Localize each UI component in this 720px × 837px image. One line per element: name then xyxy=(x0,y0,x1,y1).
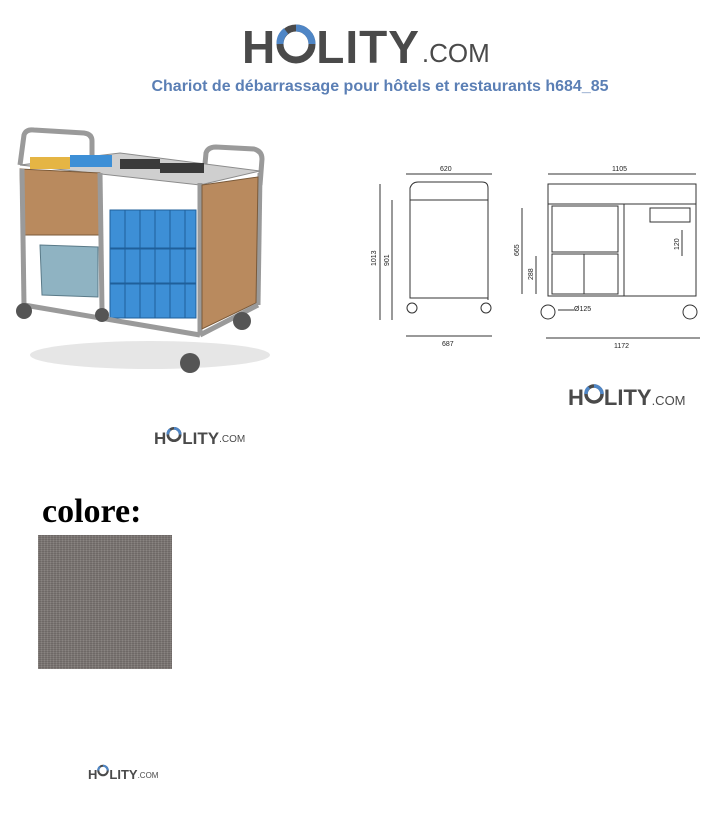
logo-suffix: .COM xyxy=(421,38,490,68)
dim-label: 1172 xyxy=(614,343,630,350)
logo-letters: LITY xyxy=(182,429,220,448)
logo-letters: H xyxy=(88,767,98,782)
dim-label: Ø125 xyxy=(574,306,592,313)
color-heading: colore: xyxy=(42,493,142,530)
logo-suffix: .COM xyxy=(219,434,246,445)
dim-label: 1105 xyxy=(612,166,628,173)
logo-letters: H xyxy=(154,429,167,448)
dim-label: 1013 xyxy=(371,250,378,266)
dim-label: 620 xyxy=(440,166,452,173)
logo-o-icon xyxy=(97,764,109,781)
holity-logo xyxy=(88,764,158,781)
logo-letters: H xyxy=(242,21,277,73)
logo-letters: LITY xyxy=(109,767,138,782)
holity-logo xyxy=(568,383,686,409)
logo-o-icon xyxy=(166,426,182,447)
holity-logo[interactable] xyxy=(242,20,490,73)
cart-photo xyxy=(10,125,272,380)
logo-suffix: .COM xyxy=(651,393,686,408)
color-swatch[interactable] xyxy=(38,535,172,669)
dim-label: 288 xyxy=(528,268,535,280)
logo-o-icon xyxy=(584,383,604,409)
dim-label: 665 xyxy=(514,244,521,256)
logo-letters: LITY xyxy=(603,385,652,410)
dim-label: 901 xyxy=(384,254,391,266)
logo-o-icon xyxy=(276,22,316,70)
holity-logo xyxy=(154,426,245,447)
logo-letters: H xyxy=(568,385,584,410)
logo-letters: LITY xyxy=(316,21,420,73)
dim-label: 120 xyxy=(674,238,681,250)
dim-label: 687 xyxy=(442,341,454,348)
technical-drawing xyxy=(362,160,720,355)
logo-suffix: .COM xyxy=(137,771,159,780)
page-title: Chariot de débarrassage pour hôtels et restaurants h684_85 xyxy=(151,78,609,95)
